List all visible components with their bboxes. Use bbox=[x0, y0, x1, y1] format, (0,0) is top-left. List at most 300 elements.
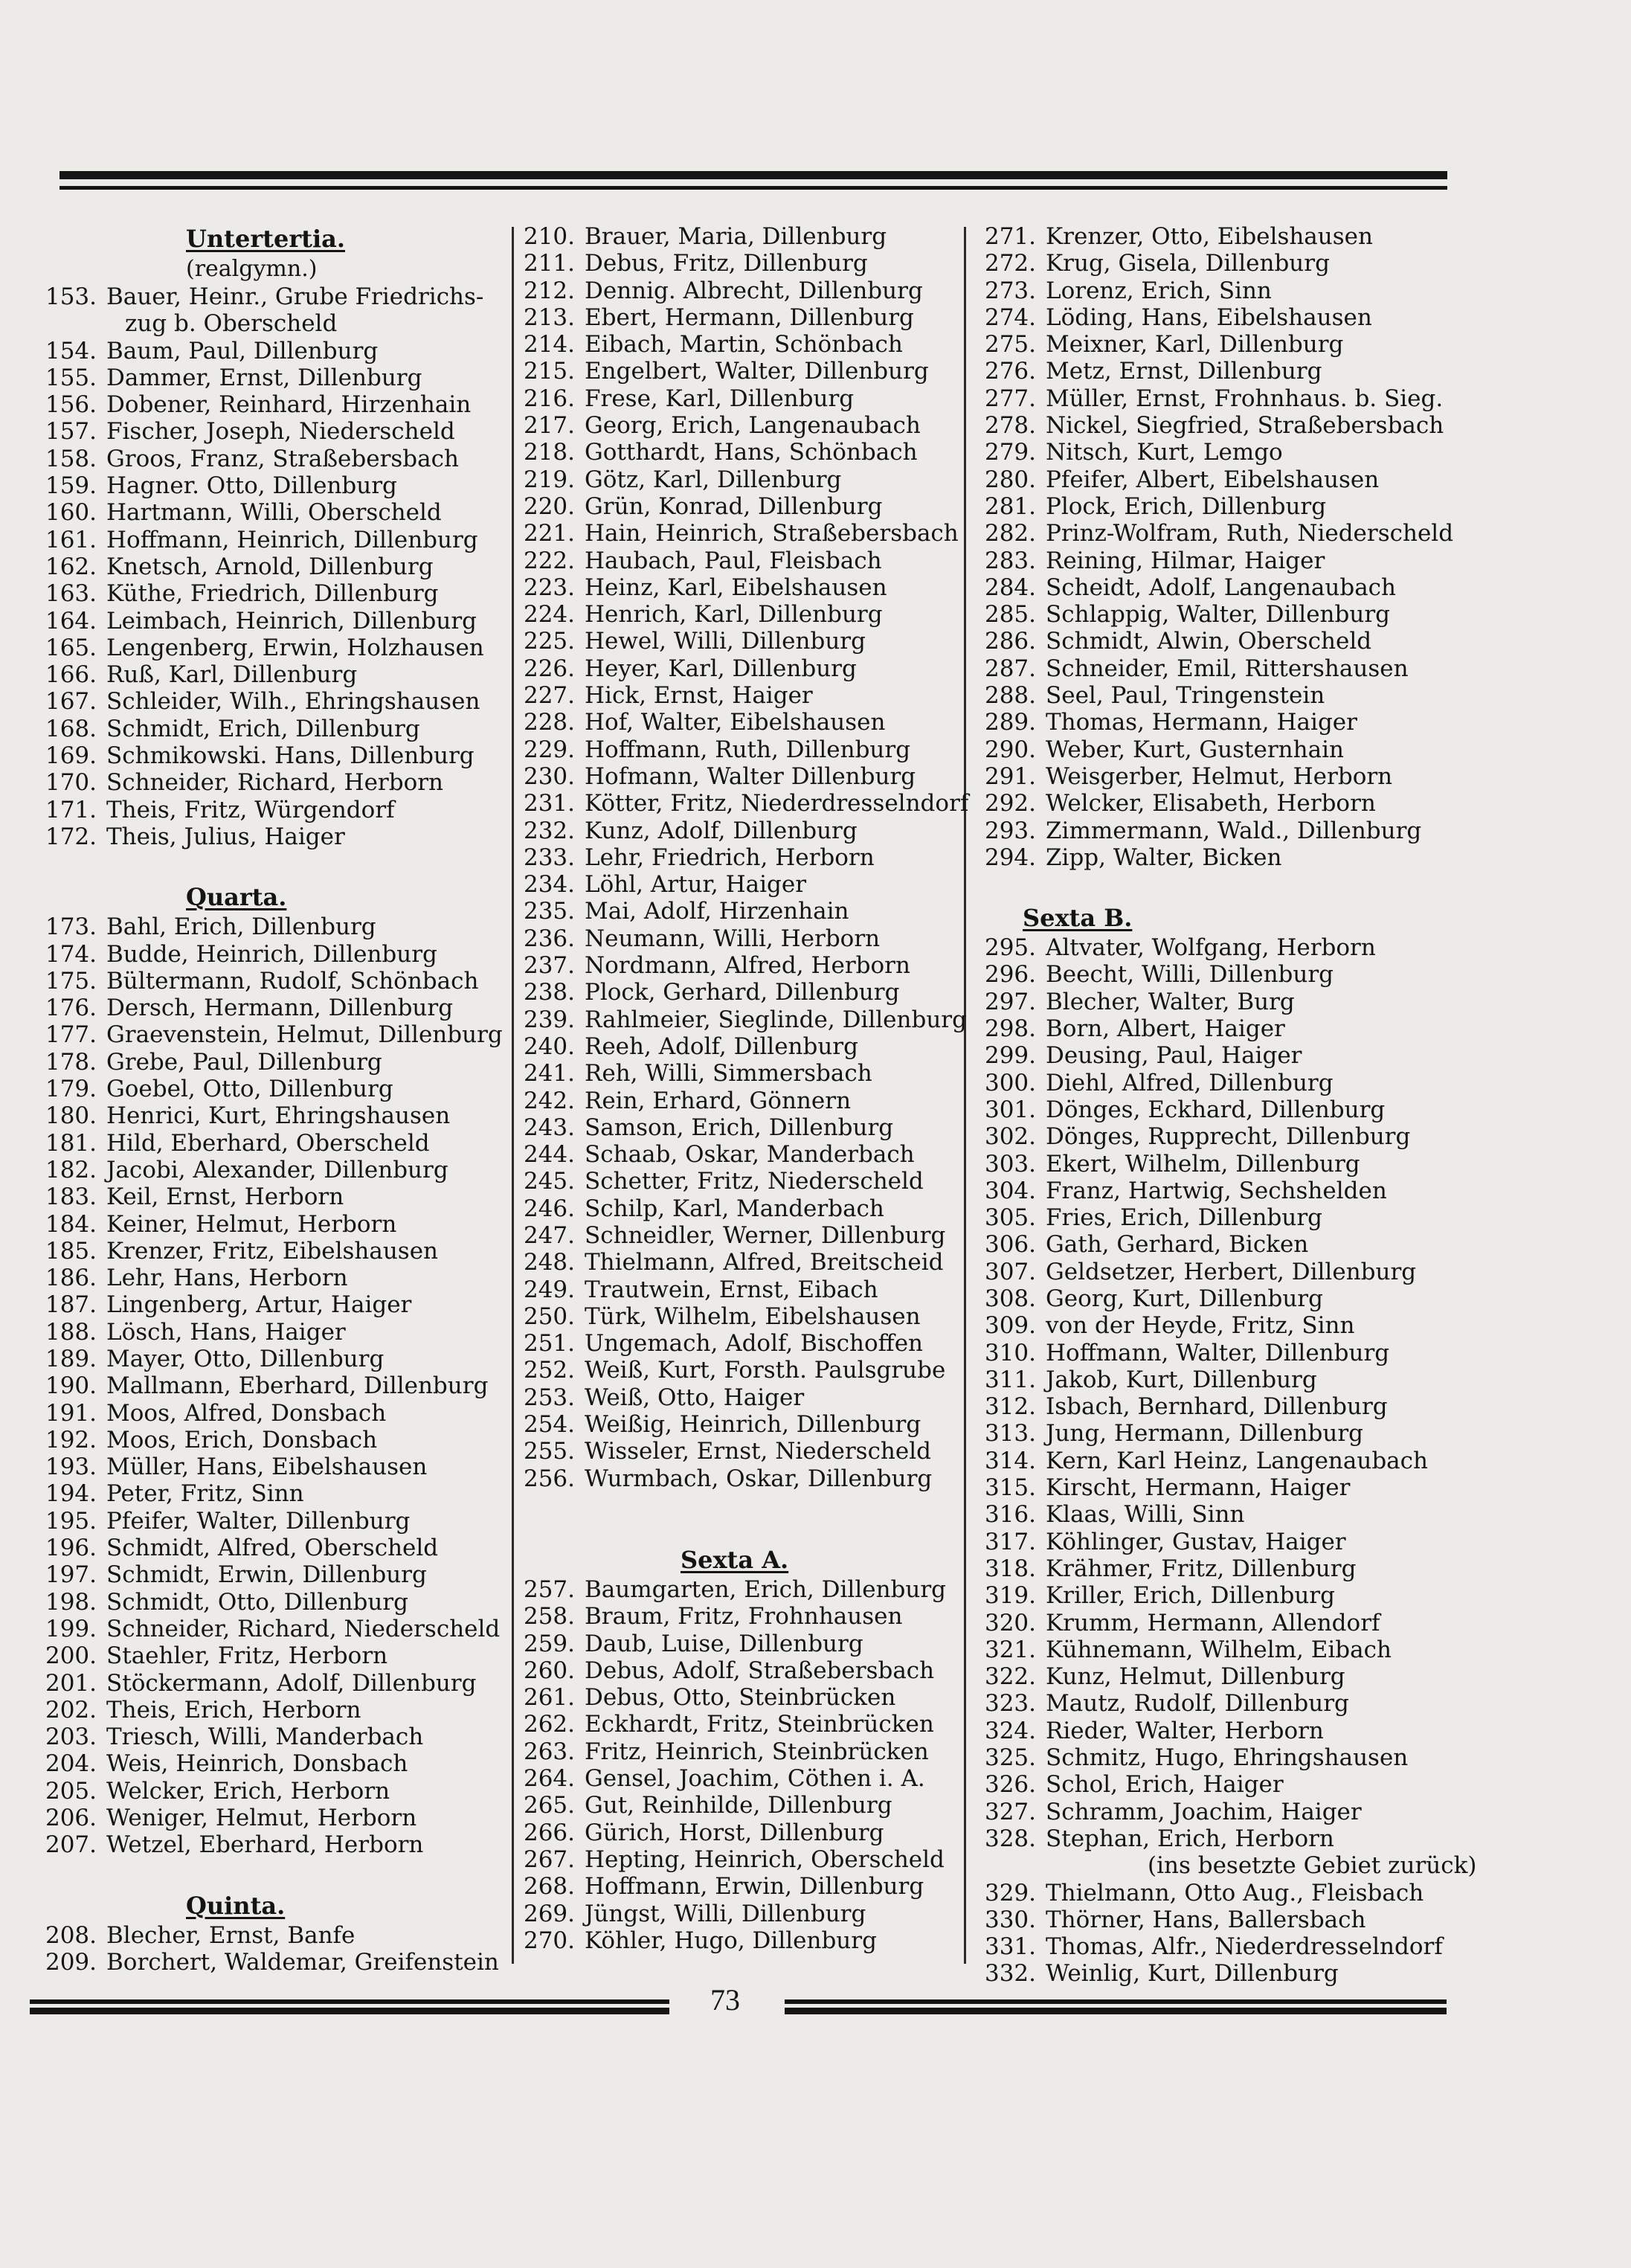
entry-text: von der Heyde, Fritz, Sinn bbox=[1046, 1312, 1355, 1340]
entry-text: Krenzer, Otto, Eibelshausen bbox=[1046, 223, 1373, 250]
list-item bbox=[30, 418, 506, 445]
list-item bbox=[956, 250, 1447, 277]
entry-text: Bültermann, Rudolf, Schönbach bbox=[106, 967, 479, 995]
entry-number: 168. bbox=[45, 715, 97, 742]
list-item bbox=[956, 304, 1447, 331]
entry-text: Müller, Ernst, Frohnhaus. b. Sieg. bbox=[1046, 385, 1444, 412]
entry-number: 219. bbox=[523, 466, 575, 493]
list-item bbox=[30, 742, 506, 769]
entry-number: 313. bbox=[984, 1420, 1036, 1448]
entry-text: Engelbert, Walter, Dillenburg bbox=[585, 358, 929, 385]
entry-number: 331. bbox=[984, 1933, 1036, 1961]
list-item bbox=[30, 1453, 506, 1480]
entry-number: 314. bbox=[984, 1447, 1036, 1474]
list-item bbox=[495, 1711, 956, 1738]
entry-number: 271. bbox=[984, 223, 1036, 250]
section-gap bbox=[30, 1859, 506, 1890]
list-item bbox=[956, 1744, 1447, 1771]
entry-text: Reeh, Adolf, Dillenburg bbox=[585, 1032, 858, 1060]
list-item bbox=[495, 1276, 956, 1303]
list-item bbox=[30, 688, 506, 715]
entry-number: 320. bbox=[984, 1609, 1036, 1636]
entry-text: Schmidt, Alfred, Oberscheld bbox=[106, 1535, 439, 1562]
entry-number: 154. bbox=[45, 337, 97, 364]
entry-text: Plock, Gerhard, Dillenburg bbox=[585, 979, 900, 1006]
entry-number: 155. bbox=[45, 364, 97, 391]
entry-number: 240. bbox=[523, 1032, 575, 1060]
entry-number: 179. bbox=[45, 1076, 97, 1103]
entry-number: 319. bbox=[984, 1582, 1036, 1610]
list-item bbox=[30, 553, 506, 580]
entry-text: Löding, Hans, Eibelshausen bbox=[1046, 303, 1372, 331]
entry-number: 312. bbox=[984, 1393, 1036, 1421]
list-item bbox=[495, 601, 956, 628]
entry-text: Graevenstein, Helmut, Dillenburg bbox=[106, 1021, 503, 1049]
entry-number: 266. bbox=[523, 1819, 575, 1846]
list-item bbox=[956, 1340, 1447, 1366]
list-item bbox=[495, 817, 956, 844]
list-item bbox=[956, 1393, 1447, 1420]
entry-text: Theis, Erich, Herborn bbox=[106, 1696, 361, 1724]
list-item bbox=[956, 736, 1447, 763]
entry-number: 163. bbox=[45, 580, 97, 608]
entry-number: 221. bbox=[523, 520, 575, 547]
entry-number: 293. bbox=[984, 817, 1036, 844]
entry-number: 273. bbox=[984, 277, 1036, 304]
entry-text: Weis, Heinrich, Donsbach bbox=[106, 1750, 408, 1778]
entry-text: Prinz-Wolfram, Ruth, Niederscheld bbox=[1046, 520, 1454, 547]
entry-text: Jakob, Kurt, Dillenburg bbox=[1046, 1366, 1317, 1393]
list-item bbox=[956, 1015, 1447, 1042]
section-subheading: (realgymn.) bbox=[186, 256, 318, 282]
entry-text: Fischer, Joseph, Niederscheld bbox=[106, 418, 455, 446]
entry-number: 194. bbox=[45, 1480, 97, 1508]
entry-text: Metz, Ernst, Dillenburg bbox=[1046, 358, 1322, 385]
list-item bbox=[956, 1259, 1447, 1285]
list-item bbox=[956, 1312, 1447, 1339]
entry-number: 306. bbox=[984, 1231, 1036, 1259]
entry-text: Triesch, Willi, Manderbach bbox=[106, 1724, 424, 1751]
list-item bbox=[30, 472, 506, 499]
entry-text: Lehr, Hans, Herborn bbox=[106, 1265, 348, 1292]
entry-text: Reh, Willi, Simmersbach bbox=[585, 1060, 872, 1088]
list-item bbox=[956, 655, 1447, 682]
list-item bbox=[30, 1805, 506, 1831]
entry-number: 230. bbox=[523, 762, 575, 790]
entry-number: 180. bbox=[45, 1102, 97, 1130]
list-item bbox=[30, 1561, 506, 1588]
entry-text: Gath, Gerhard, Bicken bbox=[1046, 1231, 1309, 1259]
entry-number: 253. bbox=[523, 1384, 575, 1411]
entry-number: 278. bbox=[984, 412, 1036, 440]
entry-number: 160. bbox=[45, 499, 97, 527]
list-item bbox=[30, 716, 506, 742]
list-item bbox=[30, 1130, 506, 1157]
entry-number: 286. bbox=[984, 628, 1036, 655]
entry-text: Trautwein, Ernst, Eibach bbox=[585, 1276, 878, 1303]
entry-number: 166. bbox=[45, 661, 97, 689]
entry-number: 243. bbox=[523, 1114, 575, 1141]
entry-text: Thörner, Hans, Ballersbach bbox=[1046, 1906, 1366, 1933]
entry-text: Schneidler, Werner, Dillenburg bbox=[585, 1221, 946, 1249]
list-item bbox=[495, 1792, 956, 1819]
entry-number: 270. bbox=[523, 1927, 575, 1954]
entry-number: 291. bbox=[984, 762, 1036, 790]
list-item bbox=[495, 331, 956, 358]
list-item bbox=[956, 1151, 1447, 1178]
entry-text: Mallmann, Eberhard, Dillenburg bbox=[106, 1372, 489, 1400]
list-item bbox=[956, 1529, 1447, 1555]
list-item bbox=[30, 1157, 506, 1183]
footer-rule-right bbox=[785, 1999, 1447, 2014]
list-item bbox=[30, 338, 506, 364]
entry-number: 279. bbox=[984, 439, 1036, 466]
list-item bbox=[30, 1021, 506, 1048]
entry-text: Frese, Karl, Dillenburg bbox=[585, 385, 855, 412]
entry-text: Ekert, Wilhelm, Dillenburg bbox=[1046, 1150, 1360, 1178]
list-item bbox=[495, 1576, 956, 1603]
entry-number: 171. bbox=[45, 796, 97, 823]
entry-text: Hoffmann, Heinrich, Dillenburg bbox=[106, 526, 478, 553]
entry-number: 224. bbox=[523, 601, 575, 629]
list-item bbox=[495, 1465, 956, 1492]
list-item bbox=[30, 1346, 506, 1372]
list-item bbox=[956, 277, 1447, 304]
entry-text: Küthe, Friedrich, Dillenburg bbox=[106, 580, 439, 608]
entry-number: 231. bbox=[523, 790, 575, 817]
list-item bbox=[956, 1582, 1447, 1609]
entry-text: Leimbach, Heinrich, Dillenburg bbox=[106, 607, 477, 635]
entry-number: 236. bbox=[523, 925, 575, 952]
entry-text: Goebel, Otto, Dillenburg bbox=[106, 1076, 393, 1103]
entry-number: 209. bbox=[45, 1948, 97, 1976]
list-item bbox=[30, 1750, 506, 1777]
list-item bbox=[956, 1690, 1447, 1717]
entry-text: Hartmann, Willi, Oberscheld bbox=[106, 499, 442, 527]
entry-text: Thielmann, Alfred, Breitscheid bbox=[585, 1249, 944, 1276]
entry-number: 239. bbox=[523, 1006, 575, 1033]
entry-text: Kriller, Erich, Dillenburg bbox=[1046, 1582, 1335, 1610]
entry-text: Bahl, Erich, Dillenburg bbox=[106, 913, 376, 941]
entry-number: 259. bbox=[523, 1630, 575, 1657]
entry-text: Hagner. Otto, Dillenburg bbox=[106, 472, 397, 500]
entry-number: 301. bbox=[984, 1096, 1036, 1123]
entry-text: Dobener, Reinhard, Hirzenhain bbox=[106, 391, 472, 419]
entry-number: 198. bbox=[45, 1588, 97, 1616]
list-item bbox=[495, 1168, 956, 1195]
list-item bbox=[30, 1508, 506, 1535]
list-item bbox=[30, 661, 506, 688]
entry-number: 204. bbox=[45, 1750, 97, 1778]
entry-number: 321. bbox=[984, 1636, 1036, 1663]
entry-text: Gensel, Joachim, Cöthen i. A. bbox=[585, 1765, 925, 1793]
section-heading: Untertertia. bbox=[186, 225, 345, 253]
entry-text: Grün, Konrad, Dillenburg bbox=[585, 492, 883, 520]
entry-number: 282. bbox=[984, 520, 1036, 547]
entry-number: 332. bbox=[984, 1960, 1036, 1988]
entry-number: 329. bbox=[984, 1879, 1036, 1906]
entry-text: Kunz, Helmut, Dillenburg bbox=[1046, 1663, 1345, 1691]
list-item bbox=[30, 1589, 506, 1616]
entry-number: 256. bbox=[523, 1465, 575, 1492]
entry-text: Samson, Erich, Dillenburg bbox=[585, 1114, 894, 1141]
list-item bbox=[495, 1249, 956, 1276]
entry-text: Stöckermann, Adolf, Dillenburg bbox=[106, 1669, 477, 1697]
entry-text: Köhlinger, Gustav, Haiger bbox=[1046, 1528, 1346, 1555]
entry-text: Fritz, Heinrich, Steinbrücken bbox=[585, 1738, 929, 1765]
entry-text: Rahlmeier, Sieglinde, Dillenburg bbox=[585, 1006, 967, 1033]
entry-text: Ruß, Karl, Dillenburg bbox=[106, 661, 358, 689]
entry-text: Budde, Heinrich, Dillenburg bbox=[106, 940, 437, 968]
entry-number: 252. bbox=[523, 1357, 575, 1384]
entry-number: 267. bbox=[523, 1845, 575, 1873]
entry-number: 222. bbox=[523, 547, 575, 574]
entry-number: 189. bbox=[45, 1345, 97, 1372]
list-item bbox=[956, 763, 1447, 790]
list-item bbox=[495, 1631, 956, 1657]
list-item bbox=[956, 1096, 1447, 1123]
list-item bbox=[495, 1819, 956, 1846]
entry-number: 316. bbox=[984, 1501, 1036, 1529]
list-item bbox=[30, 1778, 506, 1805]
list-item bbox=[30, 941, 506, 968]
list-item bbox=[495, 628, 956, 655]
entry-text: Ungemach, Adolf, Bischoffen bbox=[585, 1330, 924, 1358]
entry-text: Schmitz, Hugo, Ehringshausen bbox=[1046, 1744, 1409, 1772]
entry-number: 283. bbox=[984, 547, 1036, 574]
list-item bbox=[956, 547, 1447, 574]
list-item bbox=[956, 331, 1447, 358]
entry-text: Henrici, Kurt, Ehringshausen bbox=[106, 1102, 451, 1130]
entry-number: 202. bbox=[45, 1696, 97, 1724]
list-item bbox=[956, 989, 1447, 1015]
entry-text: Grebe, Paul, Dillenburg bbox=[106, 1048, 382, 1076]
entry-text: Daub, Luise, Dillenburg bbox=[585, 1630, 863, 1657]
list-item bbox=[956, 358, 1447, 385]
list-item bbox=[495, 1303, 956, 1330]
entry-number: 295. bbox=[984, 934, 1036, 962]
list-item bbox=[495, 1873, 956, 1900]
footer-rule-left bbox=[30, 1999, 669, 2014]
entry-text: Bauer, Heinr., Grube Friedrichs- bbox=[106, 283, 484, 310]
entry-number: 328. bbox=[984, 1825, 1036, 1852]
entry-text: Thomas, Alfr., Niederdresselndorf bbox=[1046, 1933, 1443, 1961]
entry-text: Neumann, Willi, Herborn bbox=[585, 925, 881, 952]
entry-number: 234. bbox=[523, 871, 575, 899]
entry-number: 263. bbox=[523, 1738, 575, 1765]
entry-number: 307. bbox=[984, 1258, 1036, 1285]
entry-number: 196. bbox=[45, 1535, 97, 1562]
entry-number: 185. bbox=[45, 1237, 97, 1265]
list-item bbox=[30, 1291, 506, 1318]
entry-text: Türk, Wilhelm, Eibelshausen bbox=[585, 1302, 921, 1330]
list-item bbox=[495, 1411, 956, 1438]
entry-text: Peter, Fritz, Sinn bbox=[106, 1480, 304, 1508]
list-item bbox=[30, 635, 506, 661]
entry-number: 300. bbox=[984, 1069, 1036, 1096]
entry-text: Braum, Fritz, Frohnhausen bbox=[585, 1603, 903, 1631]
list-item bbox=[495, 1738, 956, 1765]
entry-number: 317. bbox=[984, 1528, 1036, 1555]
entry-text: Gotthardt, Hans, Schönbach bbox=[585, 439, 918, 466]
entry-number: 170. bbox=[45, 769, 97, 797]
entry-number: 188. bbox=[45, 1318, 97, 1346]
entry-number: 318. bbox=[984, 1555, 1036, 1582]
list-item bbox=[495, 1438, 956, 1465]
entry-text: Schneider, Richard, Niederscheld bbox=[106, 1615, 501, 1642]
entry-text: Weiß, Kurt, Forsth. Paulsgrube bbox=[585, 1357, 946, 1384]
entry-number: 164. bbox=[45, 607, 97, 635]
entry-text: Schneider, Richard, Herborn bbox=[106, 769, 444, 797]
entry-number: 220. bbox=[523, 492, 575, 520]
list-item bbox=[495, 1195, 956, 1222]
entry-text: Pfeifer, Albert, Eibelshausen bbox=[1046, 466, 1380, 493]
list-item bbox=[30, 391, 506, 418]
list-item bbox=[956, 682, 1447, 709]
entry-number: 258. bbox=[523, 1603, 575, 1631]
list-item bbox=[30, 580, 506, 607]
entry-text: Theis, Fritz, Würgendorf bbox=[106, 796, 395, 823]
list-item bbox=[495, 1603, 956, 1630]
entry-number: 264. bbox=[523, 1765, 575, 1793]
entry-text: Reining, Hilmar, Haiger bbox=[1046, 547, 1325, 574]
list-item bbox=[495, 1657, 956, 1684]
list-item bbox=[956, 1880, 1447, 1906]
entry-text: Wisseler, Ernst, Niederscheld bbox=[585, 1438, 931, 1465]
list-item bbox=[495, 439, 956, 466]
entry-number: 246. bbox=[523, 1195, 575, 1222]
list-item bbox=[495, 223, 956, 250]
entry-text: Mautz, Rudolf, Dillenburg bbox=[1046, 1690, 1349, 1718]
entry-number: 214. bbox=[523, 331, 575, 359]
entry-text: Köhler, Hugo, Dillenburg bbox=[585, 1927, 877, 1954]
list-item bbox=[495, 1330, 956, 1357]
entry-number: 247. bbox=[523, 1221, 575, 1249]
list-item bbox=[495, 358, 956, 385]
list-item bbox=[495, 844, 956, 871]
entry-text: Eckhardt, Fritz, Steinbrücken bbox=[585, 1711, 934, 1738]
list-item bbox=[30, 995, 506, 1021]
entry-number: 276. bbox=[984, 358, 1036, 385]
list-item bbox=[30, 608, 506, 635]
list-item bbox=[495, 871, 956, 898]
entry-text: Scheidt, Adolf, Langenaubach bbox=[1046, 574, 1397, 601]
column-3 bbox=[956, 223, 1477, 1988]
list-item bbox=[495, 1357, 956, 1384]
section-gap bbox=[495, 1492, 956, 1544]
entry-text: Schmidt, Otto, Dillenburg bbox=[106, 1588, 408, 1616]
list-item bbox=[495, 1927, 956, 1954]
entry-number: 190. bbox=[45, 1372, 97, 1400]
entry-number: 304. bbox=[984, 1177, 1036, 1204]
entry-text: Deusing, Paul, Haiger bbox=[1046, 1042, 1302, 1070]
list-item bbox=[956, 1906, 1447, 1933]
entry-number: 225. bbox=[523, 628, 575, 655]
list-item bbox=[30, 1697, 506, 1724]
entry-number: 199. bbox=[45, 1615, 97, 1642]
entry-text: Schetter, Fritz, Niederscheld bbox=[585, 1168, 924, 1195]
list-item bbox=[30, 1238, 506, 1265]
entry-number: 326. bbox=[984, 1771, 1036, 1799]
list-item bbox=[30, 1670, 506, 1697]
list-item bbox=[30, 1535, 506, 1561]
list-item bbox=[30, 1372, 506, 1399]
entry-text: Fries, Erich, Dillenburg bbox=[1046, 1204, 1322, 1232]
entry-number: 191. bbox=[45, 1399, 97, 1427]
list-item bbox=[495, 1114, 956, 1141]
entry-number: 280. bbox=[984, 466, 1036, 493]
entry-text: Krumm, Hermann, Allendorf bbox=[1046, 1609, 1380, 1636]
list-item bbox=[495, 736, 956, 763]
entry-number: 192. bbox=[45, 1426, 97, 1453]
entry-text: Hoffmann, Walter, Dillenburg bbox=[1046, 1339, 1390, 1366]
entry-text: Weniger, Helmut, Herborn bbox=[106, 1805, 417, 1832]
entry-number: 268. bbox=[523, 1873, 575, 1901]
list-item bbox=[495, 1684, 956, 1711]
list-item bbox=[495, 1033, 956, 1060]
entry-number: 262. bbox=[523, 1711, 575, 1738]
entry-text: Lorenz, Erich, Sinn bbox=[1046, 277, 1272, 304]
entry-text: Schramm, Joachim, Haiger bbox=[1046, 1798, 1362, 1825]
entry-number: 212. bbox=[523, 277, 575, 304]
entry-number: 174. bbox=[45, 940, 97, 968]
entry-number: 277. bbox=[984, 385, 1036, 412]
entry-text: Geldsetzer, Herbert, Dillenburg bbox=[1046, 1258, 1417, 1285]
entry-number: 305. bbox=[984, 1204, 1036, 1232]
entry-text: Hewel, Willi, Dillenburg bbox=[585, 628, 866, 655]
column-2 bbox=[495, 223, 969, 1954]
section-heading: Quarta. bbox=[186, 883, 287, 912]
entry-text: Schleider, Wilh., Ehringshausen bbox=[106, 688, 480, 716]
list-item bbox=[495, 1765, 956, 1792]
list-item bbox=[956, 1960, 1447, 1987]
entry-text: Nordmann, Alfred, Herborn bbox=[585, 952, 910, 980]
entry-number: 285. bbox=[984, 601, 1036, 629]
entry-number: 162. bbox=[45, 553, 97, 580]
entry-number: 254. bbox=[523, 1411, 575, 1439]
page-number: 73 bbox=[710, 1983, 740, 2017]
list-item bbox=[495, 1384, 956, 1411]
entry-number: 216. bbox=[523, 385, 575, 412]
list-item bbox=[956, 466, 1447, 493]
entry-text: Wurmbach, Oskar, Dillenburg bbox=[585, 1465, 933, 1492]
entry-text: Müller, Hans, Eibelshausen bbox=[106, 1453, 428, 1481]
entry-text: Moos, Alfred, Donsbach bbox=[106, 1399, 387, 1427]
entry-number: 172. bbox=[45, 823, 97, 850]
entry-text: Lengenberg, Erwin, Holzhausen bbox=[106, 634, 484, 661]
entry-text: Gut, Reinhilde, Dillenburg bbox=[585, 1792, 892, 1819]
list-item bbox=[495, 574, 956, 601]
list-item bbox=[30, 1319, 506, 1346]
entry-number: 232. bbox=[523, 817, 575, 844]
entry-text: Georg, Erich, Langenaubach bbox=[585, 412, 921, 440]
entry-number: 184. bbox=[45, 1210, 97, 1238]
entry-number: 201. bbox=[45, 1669, 97, 1697]
entry-number: 177. bbox=[45, 1021, 97, 1049]
entry-number: 261. bbox=[523, 1684, 575, 1712]
entry-number: 244. bbox=[523, 1141, 575, 1169]
entry-text: Hofmann, Walter Dillenburg bbox=[585, 762, 916, 790]
list-item bbox=[495, 682, 956, 709]
list-item bbox=[495, 547, 956, 574]
list-item bbox=[30, 446, 506, 472]
list-item bbox=[956, 1204, 1447, 1231]
list-item bbox=[956, 1366, 1447, 1393]
list-item bbox=[956, 1799, 1447, 1825]
entry-text: Blecher, Walter, Burg bbox=[1046, 988, 1295, 1015]
entry-text: Weber, Kurt, Gusternhain bbox=[1046, 736, 1344, 763]
section-heading: Sexta B. bbox=[1023, 904, 1133, 933]
